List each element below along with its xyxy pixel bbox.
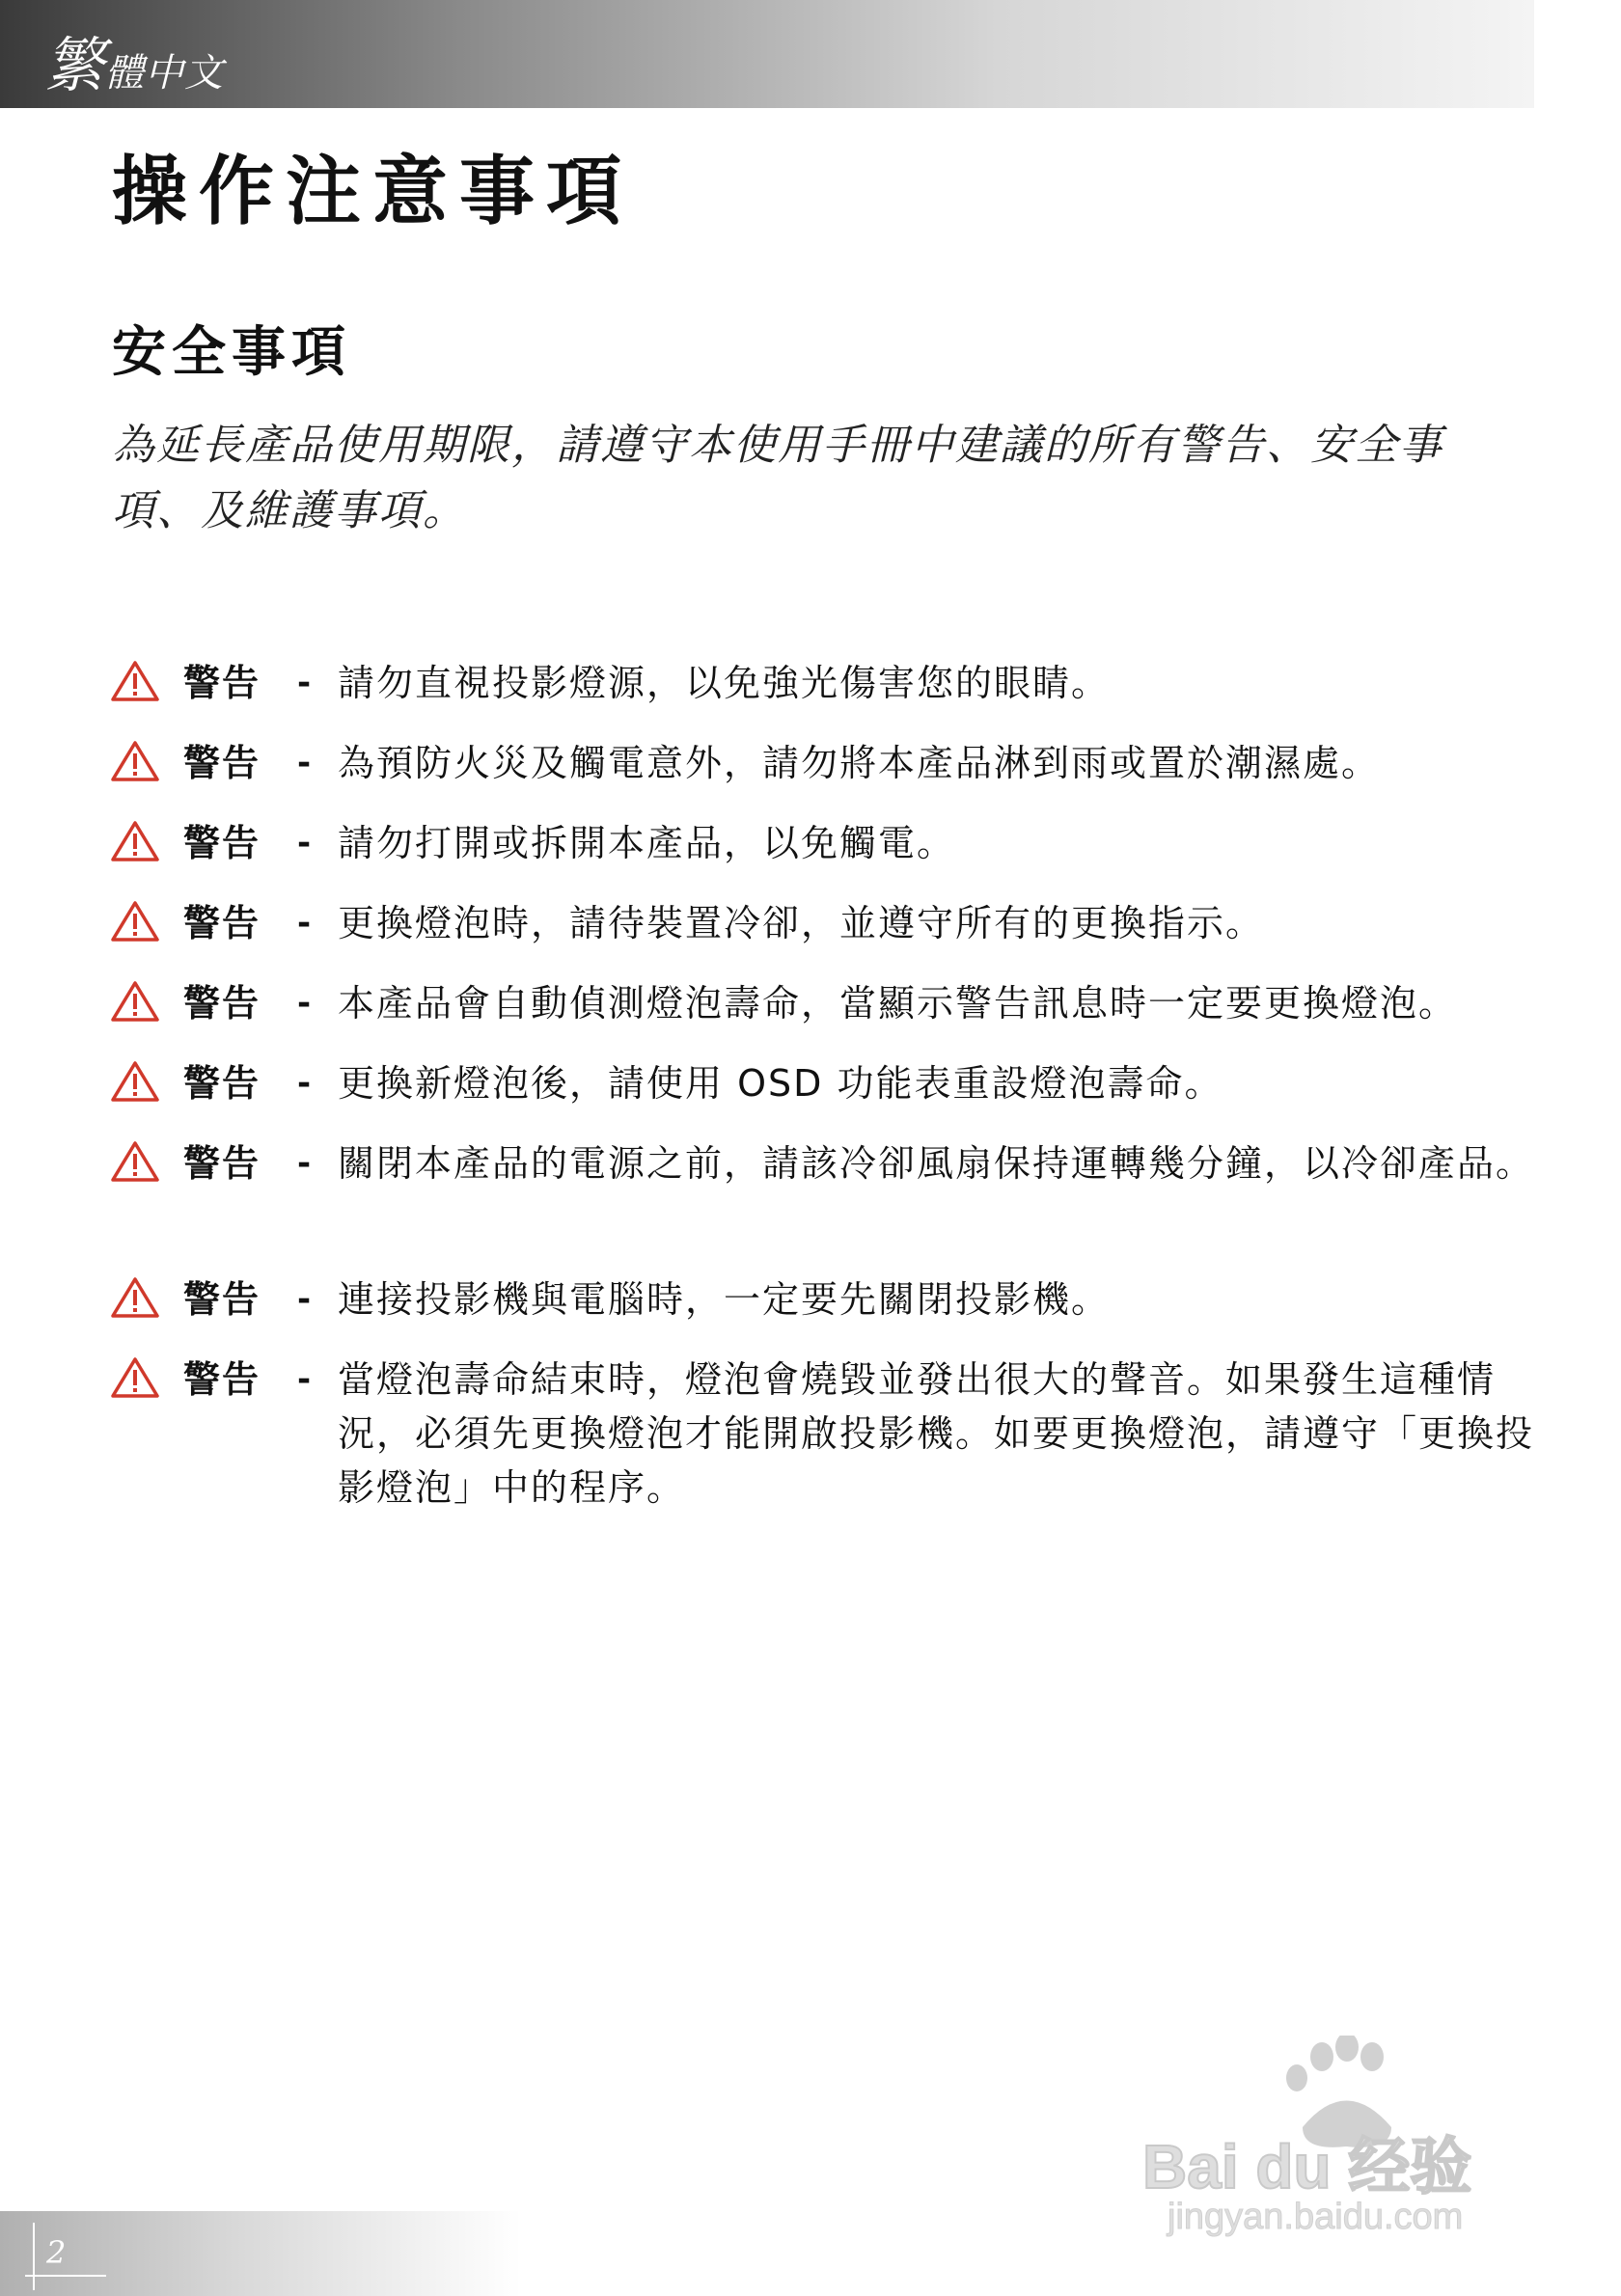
warning-triangle-icon (110, 1060, 160, 1103)
warning-triangle-icon (110, 980, 160, 1023)
warning-text: 本產品會自動偵測燈泡壽命，當顯示警告訊息時一定要更換燈泡。 (338, 982, 1458, 1025)
warning-item (110, 736, 1538, 790)
page-number-divider (33, 2223, 35, 2290)
warning-text: 更換燈泡時，請待裝置冷卻，並遵守所有的更換指示。 (338, 902, 1265, 944)
page-title: 操作注意事項 (112, 149, 634, 235)
warning-dash: - (297, 1360, 312, 1399)
warning-item (110, 976, 1538, 1030)
warning-text: 連接投影機與電腦時，一定要先關閉投影機。 (338, 1278, 1111, 1321)
warning-dash: - (297, 1144, 312, 1183)
warning-label: 警告 (183, 902, 261, 944)
watermark-brand: Bai du 经验 (1142, 2132, 1472, 2201)
warning-item (110, 1056, 1538, 1110)
warning-label: 警告 (183, 742, 261, 784)
warning-label: 警告 (183, 982, 261, 1025)
paw-icon (1286, 2036, 1391, 2147)
warning-label: 警告 (183, 1062, 261, 1105)
warning-text: 關閉本產品的電源之前，請該冷卻風扇保持運轉幾分鐘，以冷卻產品。 (338, 1142, 1535, 1185)
warning-dash: - (297, 1280, 312, 1319)
warning-triangle-icon (110, 900, 160, 943)
warning-dash: - (297, 984, 312, 1023)
language-label (44, 17, 224, 103)
warning-triangle-icon (110, 1356, 160, 1399)
warning-label: 警告 (183, 1142, 261, 1185)
warning-triangle-icon (110, 660, 160, 702)
warning-triangle-icon (110, 740, 160, 782)
warning-dash: - (297, 1064, 312, 1103)
warning-label: 警告 (183, 1358, 261, 1401)
warning-dash: - (297, 744, 312, 782)
warning-label: 警告 (183, 1278, 261, 1321)
warning-dash: - (297, 904, 312, 943)
warning-item (110, 816, 1538, 870)
language-label-first: 繁 (44, 30, 106, 100)
warning-text: 為預防火災及觸電意外，請勿將本產品淋到雨或置於潮濕處。 (338, 742, 1381, 784)
warning-triangle-icon (110, 1276, 160, 1319)
intro-text: 為延長產品使用期限，請遵守本使用手冊中建議的所有警告、安全事項、及維護事項。 (112, 421, 1443, 535)
section-title: 安全事項 (112, 321, 351, 384)
warning-text: 更換新燈泡後，請使用 OSD 功能表重設燈泡壽命。 (338, 1062, 1223, 1105)
warning-label: 警告 (183, 662, 261, 704)
warning-item (110, 1353, 1538, 1515)
footer-band (0, 2211, 521, 2296)
warning-text: 當燈泡壽命結束時，燈泡會燒毀並發出很大的聲音。如果發生這種情況，必須先更換燈泡才能開啟投影機。如要更換燈泡，請遵守「更換投影燈泡」中的程序。 (338, 1358, 1535, 1509)
warning-dash: - (297, 664, 312, 702)
language-label-rest: 體中文 (105, 51, 225, 96)
header-band (0, 0, 1534, 108)
warning-label: 警告 (183, 822, 261, 864)
watermark-url: jingyan.baidu.com (1168, 2197, 1464, 2237)
page-number-underline (25, 2275, 106, 2277)
warning-item (110, 896, 1538, 950)
warning-dash: - (297, 824, 312, 862)
page-number: 2 (46, 2234, 67, 2271)
warning-text: 請勿打開或拆開本產品，以免觸電。 (338, 822, 956, 864)
warning-item (110, 1272, 1538, 1326)
warning-item (110, 656, 1538, 710)
warning-text: 請勿直視投影燈源，以免強光傷害您的眼睛。 (338, 662, 1111, 704)
warning-item (110, 1136, 1538, 1190)
baidu-watermark (1139, 2036, 1544, 2238)
warning-triangle-icon (110, 820, 160, 862)
warning-triangle-icon (110, 1140, 160, 1183)
